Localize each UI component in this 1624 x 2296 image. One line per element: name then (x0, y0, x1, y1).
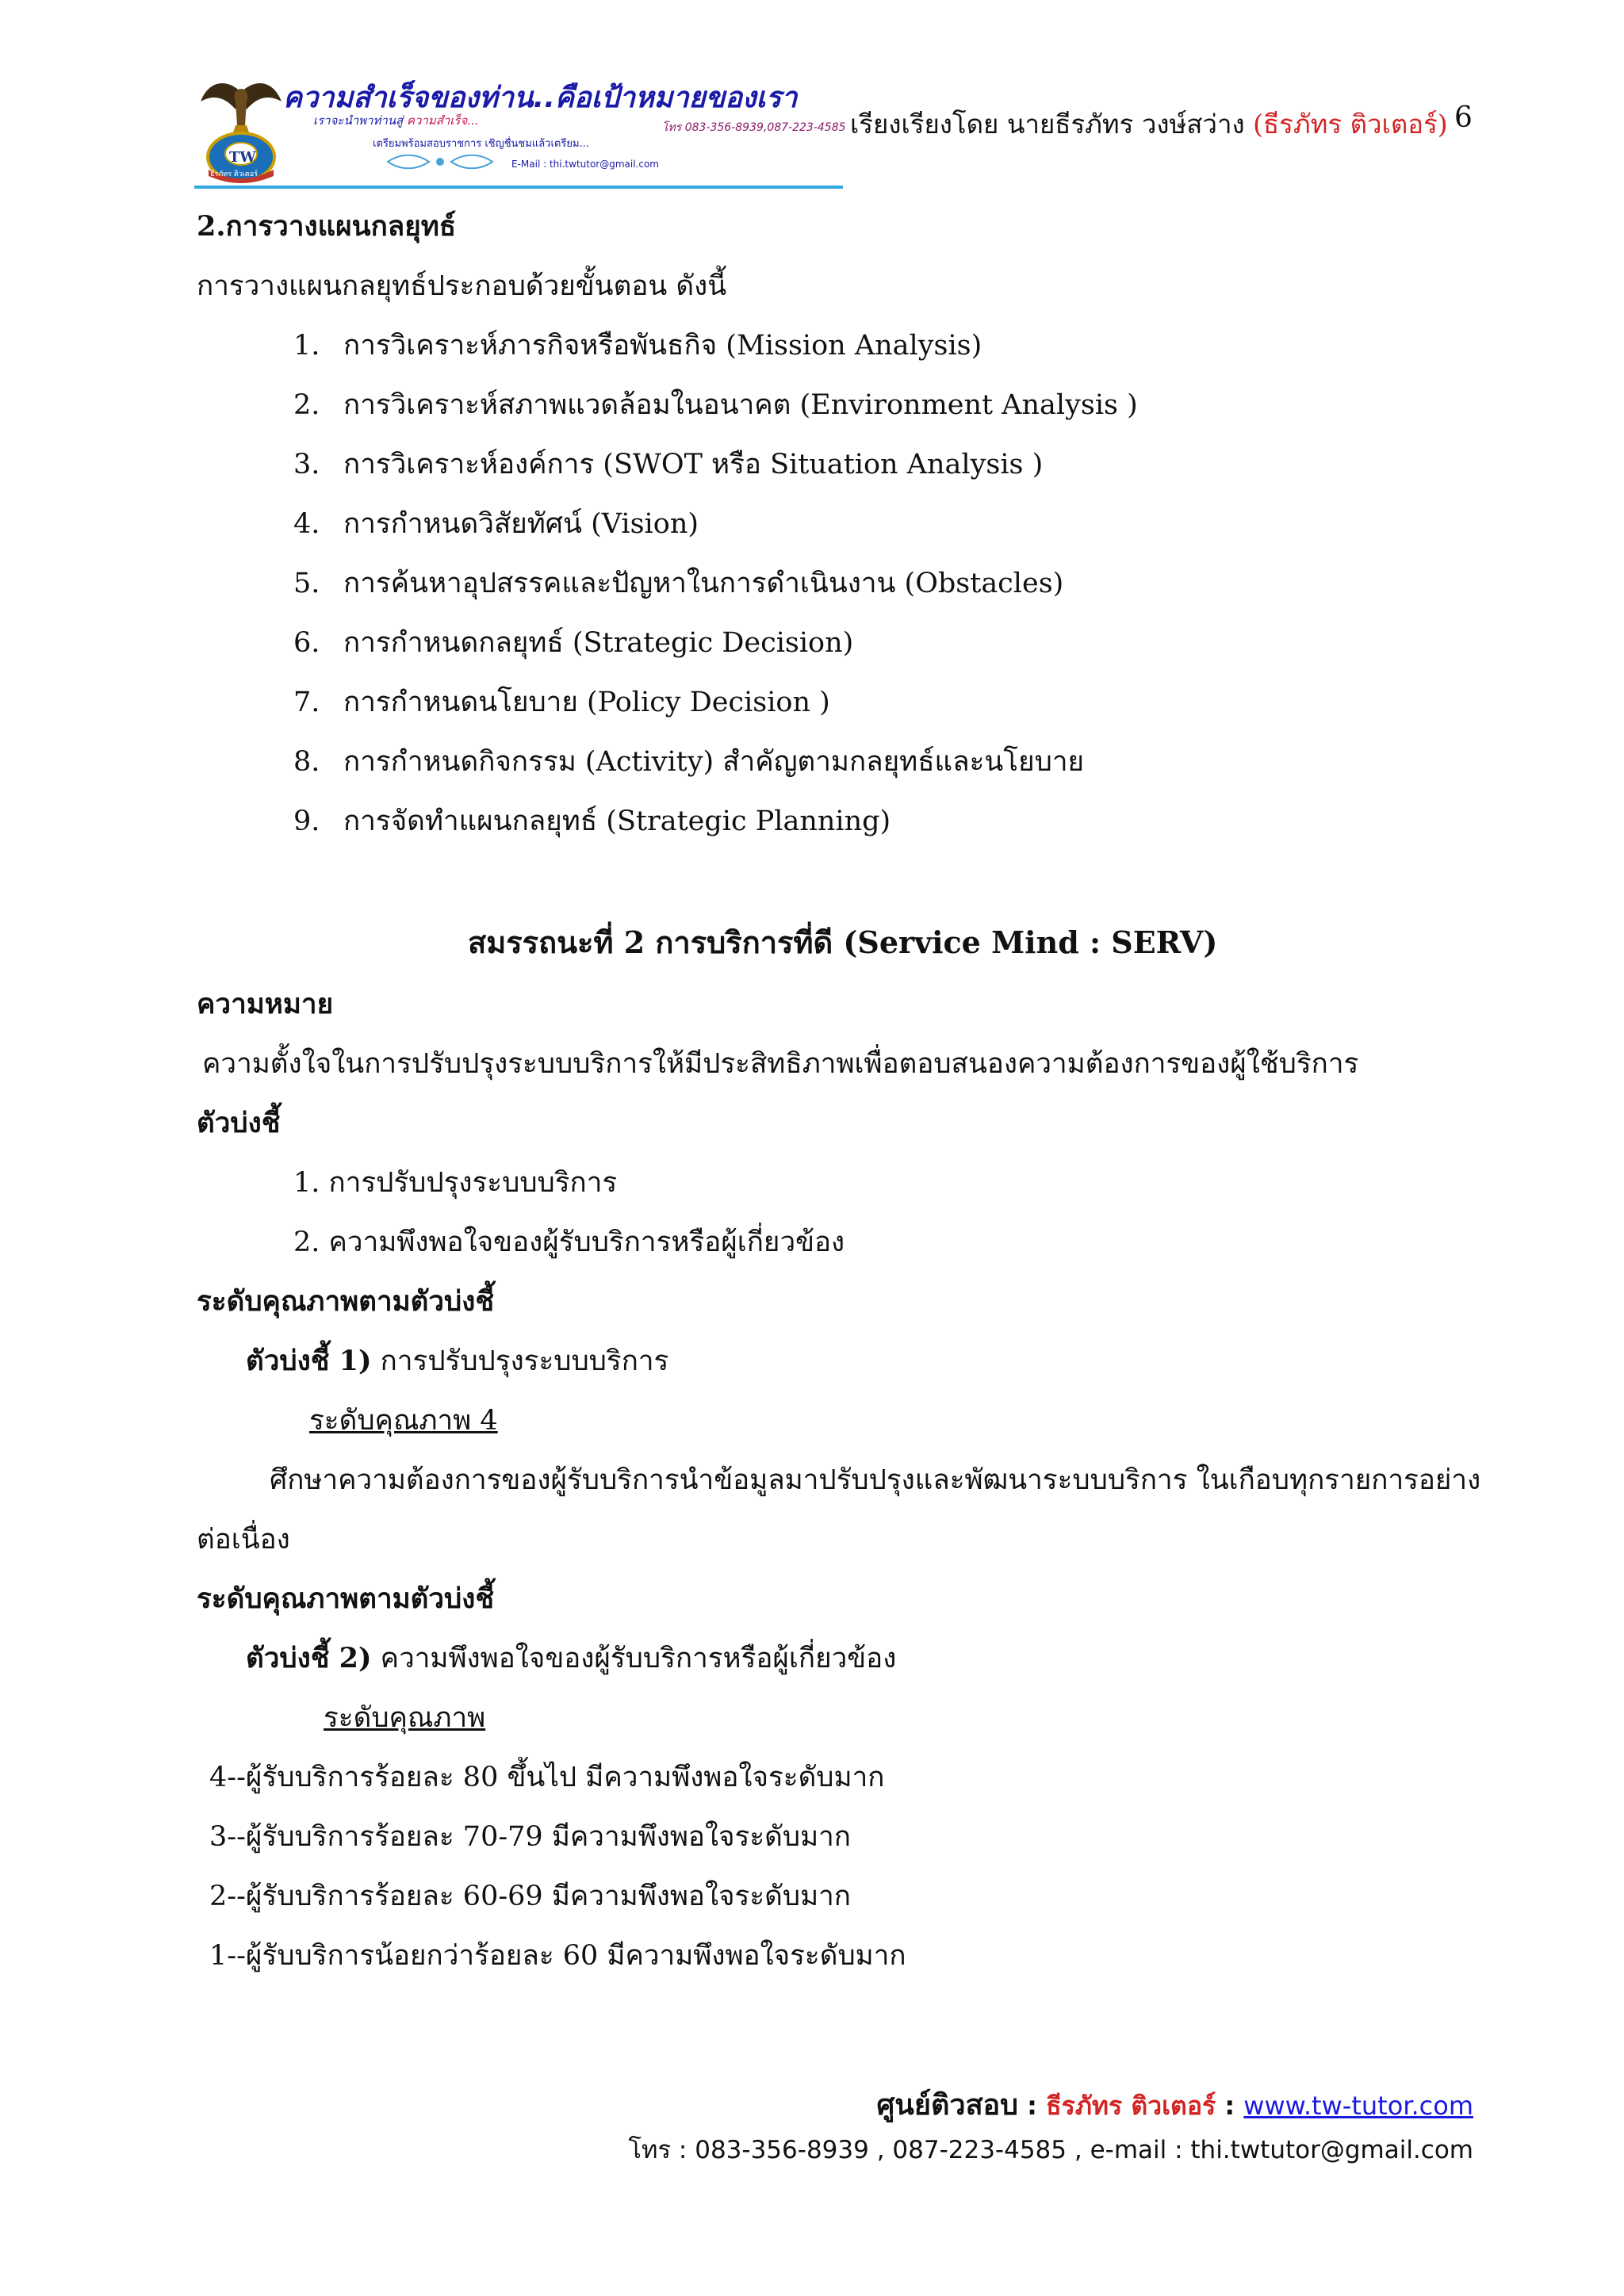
author-name: เรียงเรียงโดย นายธีรภัทร วงษ์สว่าง (850, 109, 1245, 140)
list-item: การวิเคราะห์สภาพแวดล้อมในอนาคต (Environment Analysis ) (343, 389, 1138, 421)
indicator-1-line (246, 1342, 668, 1380)
list-item-number: 2. (293, 389, 320, 421)
header-logo (194, 70, 845, 190)
list-item: การกำหนดกิจกรรม (Activity) สำคัญตามกลยุทธ์และนโยบาย (343, 746, 1084, 778)
list-item: การค้นหาอุปสรรคและปัญหาในการดำเนินงาน (Obstacles) (343, 568, 1064, 599)
meaning-label: ความหมาย (197, 988, 334, 1020)
indicator-2-text: ความพึงพอใจของผู้รับบริการหรือผู้เกี่ยวข้อง (371, 1643, 897, 1674)
quality-level-item: 1--ผู้รับบริการน้อยกว่าร้อยละ 60 มีความพึงพอใจระดับมาก (209, 1940, 906, 1972)
indicator-1-label: ตัวบ่งชี้ 1) (246, 1345, 372, 1377)
logo-subtitle-2: เตรียมพร้อมสอบราชการ เชิญชื่นชมแล้วเตรียม... (373, 138, 589, 150)
list-item-number: 7. (293, 687, 320, 718)
footer-center-name: ศูนย์ติวสอบ (876, 2089, 1019, 2122)
logo-phone: โทร 083-356-8939,087-223-4585 (662, 121, 846, 134)
indicator-item: 1. การปรับปรุงระบบบริการ (293, 1167, 618, 1199)
author-alias: (ธีรภัทร ติวเตอร์) (1253, 109, 1448, 140)
quality-description-cont: ต่อเนื่อง (197, 1524, 290, 1556)
footer-sep: : (1018, 2091, 1047, 2121)
footer-tutor-name: ธีรภัทร ติวเตอร์ (1046, 2091, 1216, 2121)
list-item: การกำหนดนโยบาย (Policy Decision ) (343, 687, 830, 718)
footer-website-link[interactable]: www.tw-tutor.com (1243, 2091, 1473, 2121)
list-item-number: 1. (293, 330, 320, 362)
quality-level-item: 2--ผู้รับบริการร้อยละ 60-69 มีความพึงพอใจระดับมาก (209, 1881, 851, 1912)
emblem-letters: TW (229, 149, 256, 166)
list-item-number: 5. (293, 568, 320, 599)
quality-level-heading: ระดับคุณภาพ 4 (309, 1405, 498, 1437)
logo-subtitle-a: เราจะนำพาท่านสู่ (313, 113, 404, 128)
meaning-text: ความตั้งใจในการปรับปรุงระบบบริการให้มีประสิทธิภาพเพื่อตอบสนองความต้องการของผู้ใช้บริการ (202, 1048, 1359, 1080)
ornament-icon (385, 153, 496, 170)
indicator-2-label: ตัวบ่งชี้ 2) (246, 1642, 372, 1674)
list-item: การวิเคราะห์องค์การ (SWOT หรือ Situation Analysis ) (343, 449, 1044, 480)
list-item-number: 3. (293, 449, 320, 480)
footer-contact: โทร : 083-356-8939 , 087-223-4585 , e-mail : thi.twtutor@gmail.com (628, 2136, 1473, 2164)
footer-brand (876, 2082, 1473, 2127)
quality-level-heading: ระดับคุณภาพ (324, 1702, 486, 1734)
list-item-number: 6. (293, 627, 320, 659)
quality-description: ศึกษาความต้องการของผู้รับบริการนำข้อมูลมาปรับปรุงและพัฒนาระบบบริการ ในเกือบทุกรายการอย่าง (270, 1464, 1481, 1496)
page-number: 6 (1454, 101, 1473, 134)
logo-slogan: ความสำเร็จของท่าน..คือเป้าหมายของเรา (283, 82, 798, 114)
logo-subtitle (313, 111, 479, 130)
list-item-number: 4. (293, 508, 320, 540)
list-item: การจัดทำแผนกลยุทธ์ (Strategic Planning) (343, 806, 891, 837)
quality-level-item: 3--ผู้รับบริการร้อยละ 70-79 มีความพึงพอใจระดับมาก (209, 1821, 851, 1853)
section-intro: การวางแผนกลยุทธ์ประกอบด้วยขั้นตอน ดังนี้ (197, 270, 727, 302)
list-item: การวิเคราะห์ภารกิจหรือพันธกิจ (Mission Analysis) (343, 330, 982, 362)
indicator-2-line (246, 1640, 896, 1678)
indicator-item: 2. ความพึงพอใจของผู้รับบริการหรือผู้เกี่ยวข้อง (293, 1226, 845, 1258)
logo-subtitle-b: ความสำเร็จ... (406, 113, 479, 128)
section-heading: 2.การวางแผนกลยุทธ์ (197, 210, 457, 243)
list-item: การกำหนดวิสัยทัศน์ (Vision) (343, 508, 699, 540)
header-rule (194, 186, 843, 189)
indicator-1-text: การปรับปรุงระบบบริการ (371, 1345, 669, 1377)
logo-email: E-Mail : thi.twtutor@gmail.com (511, 159, 659, 170)
footer-sep: : (1216, 2091, 1244, 2121)
competency-title: สมรรถนะที่ 2 การบริการที่ดี (Service Mind : SERV) (468, 924, 1218, 960)
quality-level-item: 4--ผู้รับบริการร้อยละ 80 ขึ้นไป มีความพึงพอใจระดับมาก (209, 1762, 885, 1793)
emblem-caption: ธีรภัทร ติวเตอร์ (210, 170, 258, 178)
quality-heading: ระดับคุณภาพตามตัวบ่งชี้ (197, 1285, 495, 1318)
list-item-number: 9. (293, 806, 320, 837)
quality-heading: ระดับคุณภาพตามตัวบ่งชี้ (197, 1582, 495, 1615)
list-item-number: 8. (293, 746, 320, 778)
header-author (850, 103, 1448, 145)
list-item: การกำหนดกลยุทธ์ (Strategic Decision) (343, 627, 854, 659)
indicators-label: ตัวบ่งชี้ (197, 1107, 281, 1139)
